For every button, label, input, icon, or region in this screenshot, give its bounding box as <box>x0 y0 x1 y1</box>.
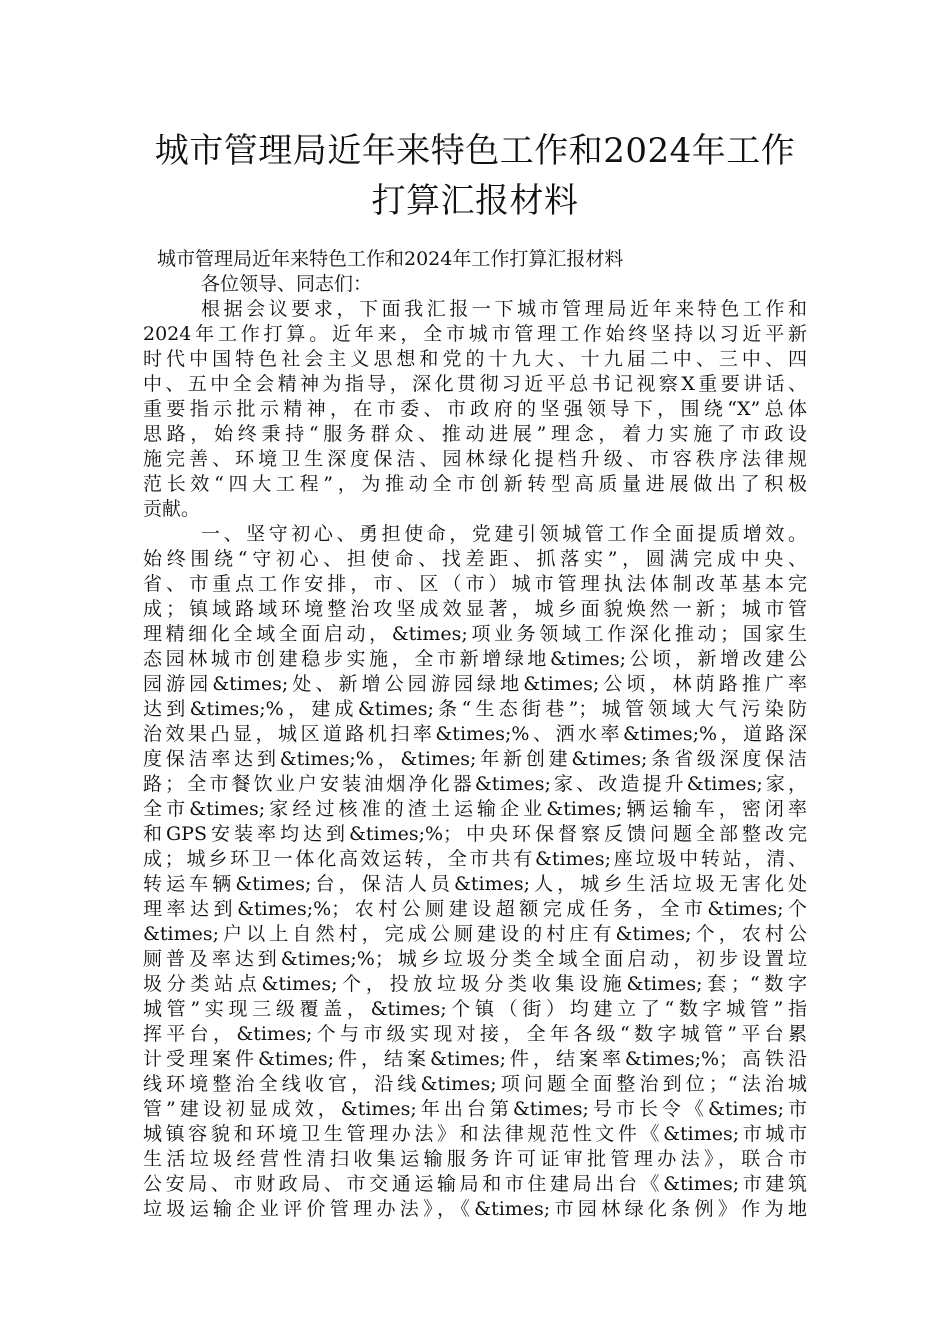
paragraph-line: 根据会议要求，下面我汇报一下城市管理局近年来特色工作和 <box>201 298 807 320</box>
paragraph-line: 达到&times;%，建成&times;条“生态街巷”；城管领域大气污染防 <box>143 698 807 720</box>
paragraph-line: 城镇容貌和环境卫生管理办法》和法律规范性文件《&times;市城市 <box>143 1123 807 1145</box>
paragraph-line: 度保洁率达到&times;%，&times;年新创建&times;条省级深度保洁 <box>143 748 807 770</box>
paragraph-line: 一、坚守初心、勇担使命，党建引领城管工作全面提质增效。 <box>201 523 807 545</box>
paragraph-line: 重要指示批示精神，在市委、市政府的坚强领导下，围绕“X”总体 <box>143 398 807 420</box>
paragraph-line: 公安局、市财政局、市交通运输局和市住建局出台《&times;市建筑 <box>143 1173 807 1195</box>
paragraph-line: 路；全市餐饮业户安装油烟净化器&times;家、改造提升&times;家， <box>143 773 807 795</box>
paragraph-line: 态园林城市创建稳步实施，全市新增绿地&times;公顷，新增改建公 <box>143 648 807 670</box>
paragraph-line: 始终围绕“守初心、担使命、找差距、抓落实”，圆满完成中央、 <box>143 548 807 570</box>
document-title <box>120 126 830 226</box>
paragraph-line: 成；城乡环卫一体化高效运转，全市共有&times;座垃圾中转站，清、 <box>143 848 807 870</box>
document-body <box>143 247 807 1222</box>
title-line-1: 城市管理局近年来特色工作和2024年工作 <box>154 131 796 171</box>
paragraph-1 <box>143 297 807 522</box>
paragraph-line: 计受理案件&times;件，结案&times;件，结案率&times;%；高铁沿 <box>143 1048 807 1070</box>
paragraph-line: 全市&times;家经过核准的渣土运输企业&times;辆运输车，密闭率 <box>143 798 807 820</box>
paragraph-line: 范长效“四大工程”，为推动全市创新转型高质量进展做出了积极 <box>143 473 807 495</box>
paragraph-line: 生活垃圾经营性清扫收集运输服务许可证审批管理办法》，联合市 <box>143 1148 807 1170</box>
paragraph-line: 和GPS安装率均达到&times;%；中央环保督察反馈问题全部整改完 <box>143 823 807 845</box>
paragraph-line: 思路，始终秉持“服务群众、推动进展”理念，着力实施了市政设 <box>143 423 807 445</box>
title-line-2: 打算汇报材料 <box>371 181 579 221</box>
paragraph-line: 中、五中全会精神为指导，深化贯彻习近平总书记视察X重要讲话、 <box>143 373 807 395</box>
paragraph-line: 时代中国特色社会主义思想和党的十九大、十九届二中、三中、四 <box>143 348 807 370</box>
paragraph-line: 城管”实现三级覆盖，&times;个镇（街）均建立了“数字城管”指 <box>143 998 807 1020</box>
paragraph-line: 理精细化全域全面启动，&times;项业务领域工作深化推动；国家生 <box>143 623 807 645</box>
paragraph-line: 省、市重点工作安排，市、区（市）城市管理执法体制改革基本完 <box>143 573 807 595</box>
paragraph-line: 线环境整治全线收官，沿线&times;项问题全面整治到位；“法治城 <box>143 1073 807 1095</box>
salutation: 各位领导、同志们： <box>201 273 373 295</box>
paragraph-line: 圾分类站点&times;个，投放垃圾分类收集设施&times;套；“数字 <box>143 973 807 995</box>
paragraph-line: 理率达到&times;%；农村公厕建设超额完成任务，全市&times;个 <box>143 898 807 920</box>
paragraph-line: 成；镇域路域环境整治攻坚成效显著，城乡面貌焕然一新；城市管 <box>143 598 807 620</box>
paragraph-line: 治效果凸显，城区道路机扫率&times;%、洒水率&times;%，道路深 <box>143 723 807 745</box>
paragraph-line: 厕普及率达到&times;%；城乡垃圾分类全域全面启动，初步设置垃 <box>143 948 807 970</box>
paragraph-line: &times;户以上自然村，完成公厕建设的村庄有&times;个，农村公 <box>143 923 807 945</box>
paragraph-line: 贡献。 <box>143 498 201 520</box>
document-subtitle: 城市管理局近年来特色工作和2024年工作打算汇报材料 <box>157 248 624 270</box>
paragraph-line: 垃圾运输企业评价管理办法》，《&times;市园林绿化条例》作为地 <box>143 1198 807 1220</box>
paragraph-line: 2024年工作打算。近年来，全市城市管理工作始终坚持以习近平新 <box>143 323 807 345</box>
paragraph-line: 施完善、环境卫生深度保洁、园林绿化提档升级、市容秩序法律规 <box>143 448 807 470</box>
paragraph-line: 挥平台，&times;个与市级实现对接，全年各级“数字城管”平台累 <box>143 1023 807 1045</box>
paragraph-line: 管”建设初显成效，&times;年出台第&times;号市长令《&times;市 <box>143 1098 807 1120</box>
paragraph-2 <box>143 522 807 1222</box>
paragraph-line: 园游园&times;处、新增公园游园绿地&times;公顷，林荫路推广率 <box>143 673 807 695</box>
paragraph-line: 转运车辆&times;台，保洁人员&times;人，城乡生活垃圾无害化处 <box>143 873 807 895</box>
